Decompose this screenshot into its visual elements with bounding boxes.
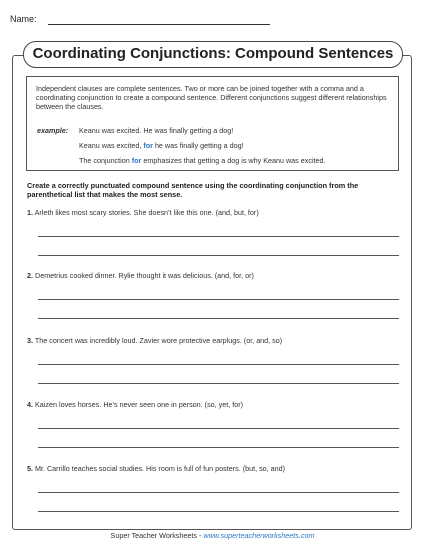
example-line-1: Keanu was excited. He was finally getting a dog! <box>79 126 234 135</box>
answer-line-4a[interactable] <box>38 428 399 429</box>
name-line[interactable] <box>48 24 270 25</box>
question-text: Mr. Carrillo teaches social studies. His room is full of fun posters. (but, so, and) <box>35 464 286 473</box>
question-1 <box>27 208 399 217</box>
answer-line-1a[interactable] <box>38 236 399 237</box>
question-text: Demetrius cooked dinner. Rylie thought it was delicious. (and, for, or) <box>35 271 254 280</box>
name-label: Name: <box>10 14 37 24</box>
question-3 <box>27 336 399 345</box>
footer-site-link[interactable]: www.superteacherworksheets.com <box>203 531 315 540</box>
answer-line-3b[interactable] <box>38 383 399 384</box>
worksheet-title: Coordinating Conjunctions: Compound Sentences <box>23 41 403 68</box>
example-line-3-post: emphasizes that getting a dog is why Keanu was excited. <box>143 156 326 165</box>
question-4 <box>27 400 399 409</box>
answer-line-2a[interactable] <box>38 299 399 300</box>
question-number: 1. <box>27 208 33 217</box>
question-number: 3. <box>27 336 33 345</box>
example-line-2-post: he was finally getting a dog! <box>154 141 244 150</box>
example-line-2 <box>79 141 244 150</box>
footer-prefix: Super Teacher Worksheets - <box>110 531 204 540</box>
example-label: example: <box>37 126 69 135</box>
answer-line-1b[interactable] <box>38 255 399 256</box>
instructions: Create a correctly punctuated compound sentence using the coordinating conjunction from the parenthetical list that makes the most sense. <box>27 181 359 199</box>
question-number: 2. <box>27 271 33 280</box>
question-text: Arleth likes most scary stories. She doesn’t like this one. (and, but, for) <box>34 208 259 217</box>
question-number: 5. <box>27 464 33 473</box>
name-field[interactable] <box>10 14 270 28</box>
question-5 <box>27 464 399 473</box>
answer-line-3a[interactable] <box>38 364 399 365</box>
question-2 <box>27 271 399 280</box>
intro-text: Independent clauses are complete sentences. Two or more can be joined together with a comma and a coordinating conjunction to create a compound sentence. Different conjunctions suggest different relationships between the clauses. <box>36 84 387 111</box>
footer <box>0 531 425 540</box>
answer-line-2b[interactable] <box>38 318 399 319</box>
example-line-2-conjunction: for <box>143 141 153 150</box>
answer-line-5b[interactable] <box>38 511 399 512</box>
example-line-3 <box>79 156 326 165</box>
question-text: The concert was incredibly loud. Zavier wore protective earplugs. (or, and, so) <box>34 336 283 345</box>
intro-box <box>26 76 399 171</box>
question-number: 4. <box>27 400 33 409</box>
example-line-2-pre: Keanu was excited, <box>79 141 142 150</box>
question-text: Kaizen loves horses. He’s never seen one in person. (so, yet, for) <box>35 400 244 409</box>
answer-line-5a[interactable] <box>38 492 399 493</box>
example-line-3-pre: The conjunction <box>79 156 130 165</box>
example-line-3-conjunction: for <box>131 156 142 165</box>
answer-line-4b[interactable] <box>38 447 399 448</box>
